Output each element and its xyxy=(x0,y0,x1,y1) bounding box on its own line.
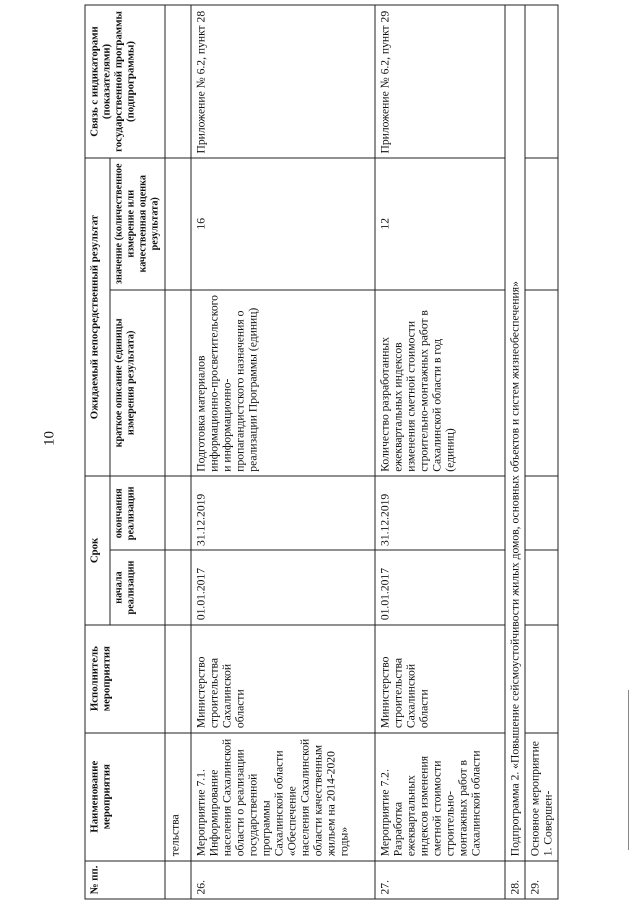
cell-executor: Министерство строительства Сахалинской области xyxy=(375,625,505,733)
table-row xyxy=(165,5,191,899)
header-result-desc: краткое описание (единицы измерения результата) xyxy=(110,290,165,477)
cell-num xyxy=(165,861,191,899)
cell-value: 12 xyxy=(375,158,505,290)
scan-artifact xyxy=(628,690,629,850)
subprogram-title: Подпрограмма 2. «Повышение сейсмоустойчивости жилых домов, основных объектов и систем жизнеобеспечения» xyxy=(505,5,525,861)
header-term-start: начала реализации xyxy=(110,550,165,624)
header-term: Срок xyxy=(85,476,110,624)
cell-value: 16 xyxy=(191,158,375,290)
cell-executor xyxy=(165,625,191,733)
header-name: Наименование мероприятия xyxy=(85,733,165,861)
header-num: № пп. xyxy=(85,861,165,899)
cell-value xyxy=(525,158,558,290)
header-term-end: окончания реализации xyxy=(110,476,165,550)
cell-start xyxy=(165,550,191,624)
cell-name: Мероприятие 7.1. Информирование населения Сахалинской области о реализации государственной программы Сахалинской области «Обеспечение населения Сахалинской области качественным жильем на 2014-2020 годы» xyxy=(191,733,375,861)
cell-link xyxy=(165,5,191,158)
header-result: Ожидаемый непосредственный результат xyxy=(85,158,110,476)
cell-link: Приложение № 6.2, пункт 28 xyxy=(191,5,375,158)
cell-name: Основное мероприятие 1. Совершен- xyxy=(525,733,558,861)
table-row xyxy=(525,5,558,899)
cell-end xyxy=(165,476,191,550)
table-row xyxy=(191,5,375,899)
cell-end xyxy=(525,476,558,550)
cell-end: 31.12.2019 xyxy=(191,476,375,550)
header-link: Связь с индикаторами (показателями) государственной программы (подпрограммы) xyxy=(85,5,165,158)
header-executor: Исполнитель мероприятия xyxy=(85,625,165,733)
cell-executor xyxy=(525,625,558,733)
cell-value xyxy=(165,158,191,290)
rotated-table-container xyxy=(84,5,556,900)
cell-desc: Количество разработанных ежеквартальных индексов изменения сметной стоимости строительно-монтажных работ в Сахалинской области в год (единиц) xyxy=(375,290,505,477)
table-row xyxy=(375,5,505,899)
cell-name: Мероприятие 7.2. Разработка ежеквартальных индексов изменения сметной стоимости строительно-монтажных работ в Сахалинской области xyxy=(375,733,505,861)
cell-desc xyxy=(525,290,558,477)
cell-link xyxy=(525,5,558,158)
cell-desc: Подготовка материалов информационно-просветительского и информационно-пропагандистского назначения о реализации Программы (единиц) xyxy=(191,290,375,477)
cell-desc xyxy=(165,290,191,477)
cell-num: 27. xyxy=(375,861,505,899)
cell-executor: Министерство строительства Сахалинской области xyxy=(191,625,375,733)
subprogram-row xyxy=(505,5,525,899)
cell-link: Приложение № 6.2, пункт 29 xyxy=(375,5,505,158)
cell-name: тельства xyxy=(165,733,191,861)
cell-num: 26. xyxy=(191,861,375,899)
cell-start xyxy=(525,550,558,624)
header-result-value: значение (количественное измерение или качественная оценка результата) xyxy=(110,158,165,290)
cell-num: 28. xyxy=(505,861,525,899)
cell-num: 29. xyxy=(525,861,558,899)
measures-table xyxy=(84,5,558,900)
cell-start: 01.01.2017 xyxy=(191,550,375,624)
page-number: 10 xyxy=(41,431,58,446)
cell-end: 31.12.2019 xyxy=(375,476,505,550)
cell-start: 01.01.2017 xyxy=(375,550,505,624)
